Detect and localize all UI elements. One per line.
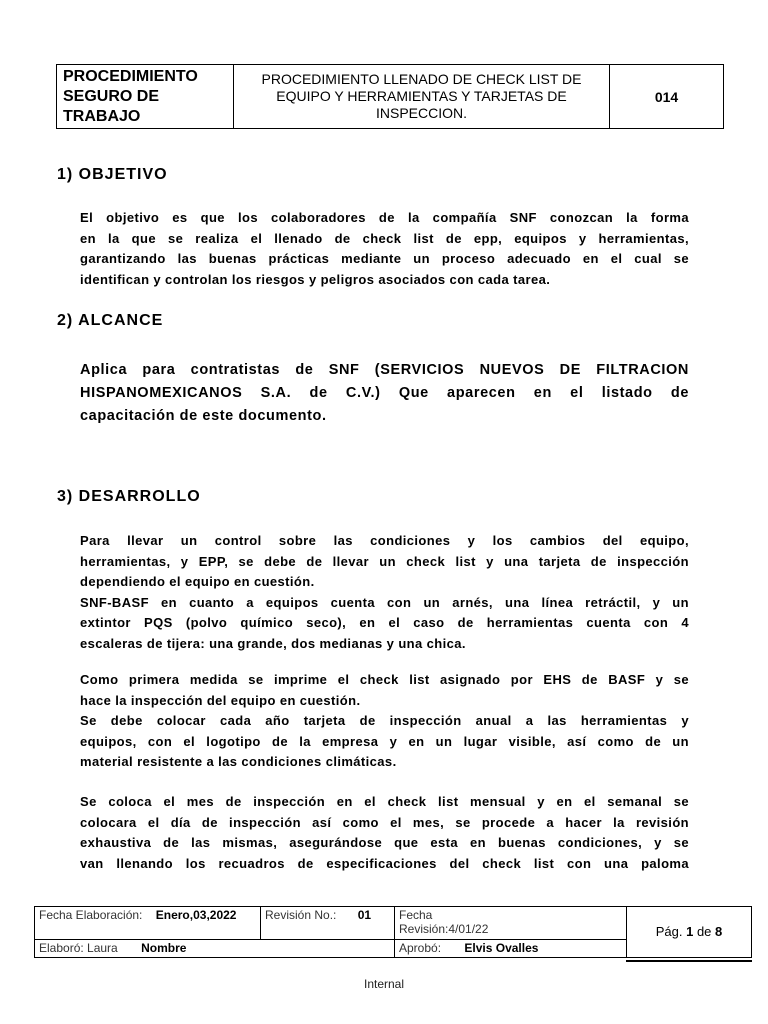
fecha-revision-value: Revisión:4/01/22 <box>399 922 489 936</box>
revision-label: Revisión No.: <box>265 908 337 922</box>
text-line: material resistente a las condiciones climáticas. <box>80 754 397 769</box>
text-line: SNF-BASF en cuanto a equipos cuenta con un arnés, una línea retráctil, y un <box>80 594 689 610</box>
fecha-elaboracion-label: Fecha Elaboración: <box>39 908 143 922</box>
footer-table <box>34 906 752 958</box>
elaboro-value: Nombre <box>141 940 187 955</box>
text-line: Para llevar un control sobre las condiciones y los cambios del equipo, <box>80 533 689 548</box>
footer-cell-fecha-revision <box>395 907 627 940</box>
paragraph-desarrollo-1 <box>80 531 689 654</box>
fecha-elaboracion-value: Enero,03,2022 <box>155 908 237 922</box>
aprobo-value: Elvis Ovalles <box>464 940 539 955</box>
text-line: herramientas, y EPP, se debe de llevar un check list y una tarjeta de inspección <box>80 553 689 569</box>
procedure-type: PROCEDIMIENTO SEGURO DE TRABAJO <box>57 65 234 128</box>
text-line: HISPANOMEXICANOS S.A. de C.V.) Que aparecen en el listado de <box>80 385 689 401</box>
document-code: 014 <box>654 88 679 105</box>
paragraph-desarrollo-2 <box>80 670 689 773</box>
footer-cell-aprobo <box>395 939 627 957</box>
section-heading-objetivo: 1) OBJETIVO <box>57 166 168 183</box>
classification-label: Internal <box>363 977 405 991</box>
text-line: garantizando las buenas prácticas mediante un proceso adecuado en el cual se <box>80 251 689 266</box>
document-title: PROCEDIMIENTO LLENADO DE CHECK LIST DE EQUIPO Y HERRAMIENTAS Y TARJETAS DE INSPECCION. <box>234 65 610 128</box>
text-line: equipos, con el logotipo de la empresa y en un lugar visible, así como de un <box>80 733 689 749</box>
paragraph-desarrollo-3 <box>80 792 689 874</box>
footer-cell-revision <box>261 907 395 940</box>
revision-value: 01 <box>357 908 372 922</box>
page-current: 1 <box>686 924 694 939</box>
paragraph-objetivo <box>80 208 689 290</box>
section-heading-desarrollo: 3) DESARROLLO <box>57 488 201 505</box>
text-line: en la que se realiza el llenado de check list de epp, equipos y herramientas, <box>80 230 689 246</box>
footer-cell-elaboro <box>35 939 395 957</box>
text-line: extintor PQS (polvo químico seco), en el caso de herramientas cuenta con 4 <box>80 615 689 630</box>
page-number <box>627 907 752 958</box>
aprobo-label: Aprobó: <box>399 940 442 955</box>
text-line: Se debe colocar cada año tarjeta de inspección anual a las herramientas y <box>80 713 689 728</box>
text-line: capacitación de este documento. <box>80 408 327 424</box>
text-line: El objetivo es que los colaboradores de la compañía SNF conozcan la forma <box>80 210 689 225</box>
text-line: hace la inspección del equipo en cuestión. <box>80 692 361 708</box>
paragraph-alcance <box>80 359 689 428</box>
text-line: identifican y controlan los riesgos y peligros asociados con cada tarea. <box>80 271 551 287</box>
page-separator: de <box>696 924 712 939</box>
page-total: 8 <box>715 924 723 939</box>
text-line: Se coloca el mes de inspección en el check list mensual y en el semanal se <box>80 794 689 809</box>
fecha-revision-label: Fecha <box>399 908 433 922</box>
section-heading-alcance: 2) ALCANCE <box>57 312 164 329</box>
page-prefix: Pág. <box>655 924 683 939</box>
text-line: van llenando los recuadros de especificaciones del check list con una paloma <box>80 855 689 871</box>
text-line: Como primera medida se imprime el check list asignado por EHS de BASF y se <box>80 672 689 687</box>
text-line: Aplica para contratistas de SNF (SERVICIOS NUEVOS DE FILTRACION <box>80 362 689 378</box>
text-line: escaleras de tijera: una grande, dos medianas y una chica. <box>80 635 466 651</box>
footer-cell-fecha-elaboracion <box>35 907 261 940</box>
footer-rule <box>626 960 752 962</box>
text-line: dependiendo el equipo en cuestión. <box>80 574 315 589</box>
header-table <box>56 64 724 129</box>
text-line: colocara el día de inspección así como el mes, se procede a hacer la revisión <box>80 814 689 830</box>
elaboro-label: Elaboró: Laura <box>39 940 118 955</box>
text-line: exhaustiva de las mismas, asegurándose que esta en buenas condiciones, y se <box>80 835 689 850</box>
